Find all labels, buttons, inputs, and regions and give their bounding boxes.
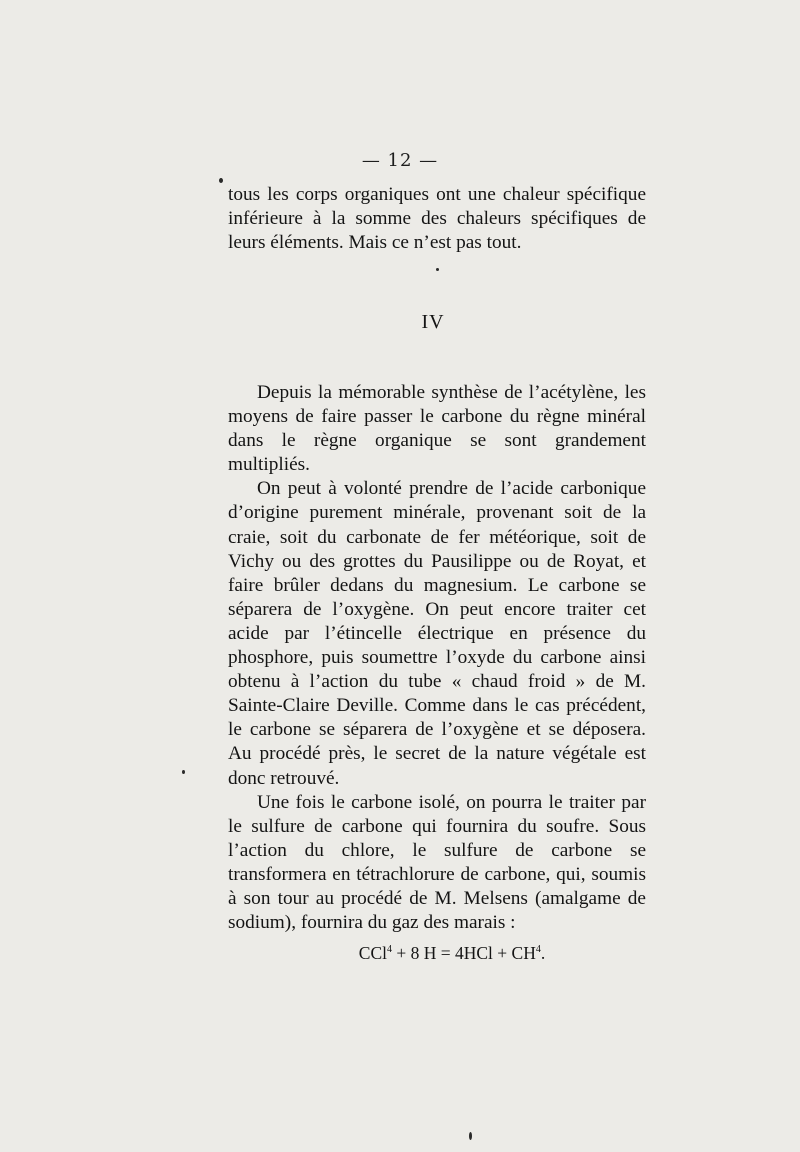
- ink-speck: [436, 268, 439, 271]
- paragraph: Une fois le carbone isolé, on pourra le traiter par le sulfure de carbone qui fournira du soufre. Sous l’action du chlore, le sulfure de carbone se transformera en tétrachlorure de carbone, qui, soumis à son tour au procédé de M. Melsens (amalgame de sodium), fournira du gaz des marais :: [228, 791, 646, 934]
- paragraph: On peut à volonté prendre de l’acide carbonique d’origine purement minérale, provenant soit de la craie, soit du carbonate de fer météorique, soit de Vichy ou des grottes du Pausilippe ou de Royat, et faire brûler dedans du magnesium. Le carbone se séparera de l’oxygène. On peut encore traiter cet acide par l’étincelle électrique en présence du phosphore, puis soumettre l’oxyde du carbone ainsi obtenu à l’action du tube « chaud froid » de M. Sainte-Claire Deville. Comme dans le cas précédent, le carbone se séparera de l’oxygène et se déposera. Au procédé près, le secret de la nature végétale est donc retrouvé.: [228, 478, 646, 789]
- ink-speck: [182, 770, 185, 774]
- continuation-text: [228, 183, 646, 255]
- section-body: [228, 381, 646, 965]
- ink-speck: [219, 178, 223, 183]
- continuation-paragraph: tous les corps organiques ont une chaleur spécifique inférieure à la somme des chaleurs spécifiques de leurs éléments. Mais ce n’est pas tout.: [228, 184, 646, 254]
- formula-lhs-subscript: 4: [386, 944, 392, 956]
- chemical-formula: [228, 938, 646, 965]
- paragraph: Depuis la mémorable synthèse de l’acétylène, les moyens de faire passer le carbone du règne minéral dans le règne organique se sont grandement multipliés.: [228, 382, 646, 476]
- formula-middle: + 8 H = 4HCl + CH: [391, 942, 536, 963]
- ink-speck: [469, 1132, 472, 1140]
- formula-end: .: [540, 942, 546, 963]
- formula-rhs-subscript: 4: [535, 944, 541, 956]
- section-heading: IV: [421, 311, 445, 333]
- page-number: — 12 —: [361, 150, 439, 171]
- formula-lhs: CCl: [358, 942, 387, 963]
